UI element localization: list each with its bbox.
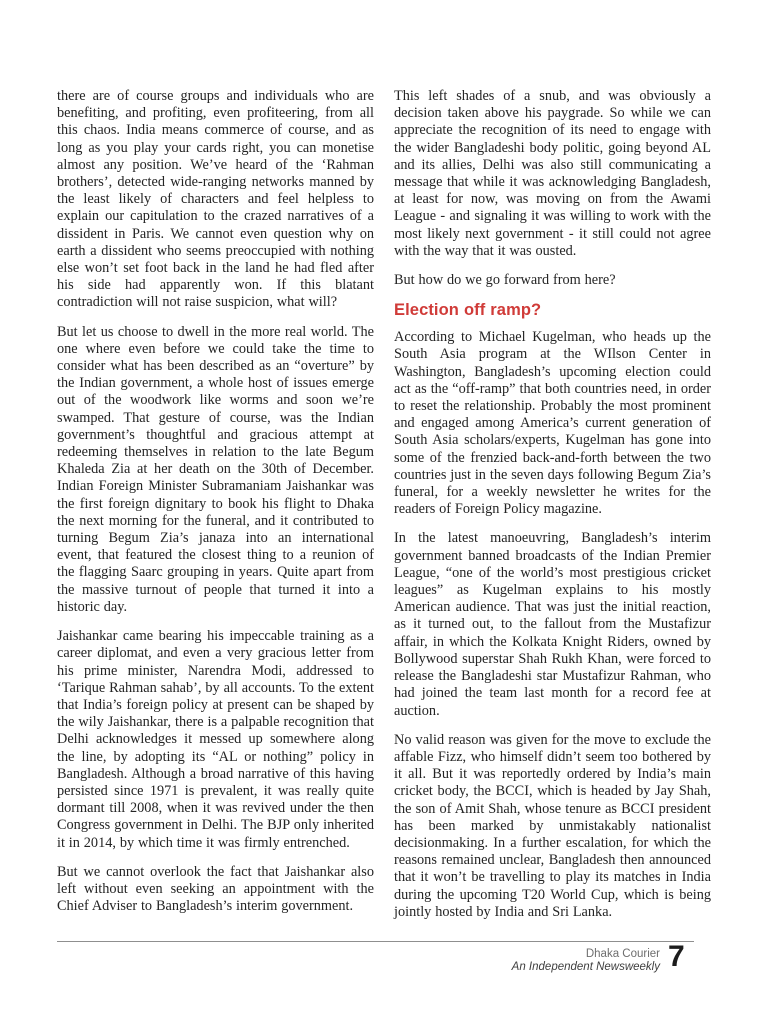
article-paragraph: Jaishankar came bearing his impeccable training as a career diplomat, and even a very gracious letter from his prime minister, Narendra Modi, addressed to ‘Tarique Rahman sahab’, by all accounts. To the extent that India’s foreign policy at present can be shaped by the wily Jaishankar, there is a palpable recognition that Delhi acknowledges it messed up somewhere along the line, by adopting its “AL or nothing” policy in Bangladesh. Although a broad narrative of this having persisted since 1971 is prevalent, it was really quite dormant till 2008, when it was revived under the then Congress government in Delhi. The BJP only inherited it in 2014, by which time it was firmly entrenched. bbox=[57, 628, 374, 851]
left-column bbox=[57, 88, 374, 921]
article-paragraph: But how do we go forward from here? bbox=[394, 272, 616, 289]
article-paragraph: According to Michael Kugelman, who heads up the South Asia program at the WIlson Center in Washington, Bangladesh’s upcoming election could act as the “off-ramp” that both countries need, in order to reset the relationship. Probably the most prominent and engaged among America’s current generation of South Asia scholars/experts, Kugelman has gone into some of the frenzied back-and-forth between the two countries just in the seven days following Begum Zia’s funeral, for a weekly newsletter he writes for the readers of Foreign Policy magazine. bbox=[394, 329, 711, 518]
article-paragraph: In the latest manoeuvring, Bangladesh’s interim government banned broadcasts of the Indian Premier League, “one of the world’s most prestigious cricket leagues” as Kugelman explains to his mostly American audience. That was just the initial reaction, as it turned out, to the fallout from the Mustafizur affair, in which the Kolkata Knight Riders, owned by Bollywood superstar Shah Rukh Khan, were forced to release the Bangladeshi star Mustafizur Rahman, who had joined the team last month for a record fee at auction. bbox=[394, 530, 711, 719]
footer-rule bbox=[57, 941, 694, 942]
article-paragraph: This left shades of a snub, and was obviously a decision taken above his paygrade. So while we can appreciate the recognition of its need to engage with the wider Bangladeshi body politic, going beyond AL and its allies, Delhi was also still communicating a message that while it was acknowledging Bangladesh, at least for now, was moving on from the Awami League - and signaling it was willing to work with the most likely next government - it still could not agree with the way that it was ousted. bbox=[394, 88, 711, 259]
footer bbox=[400, 948, 660, 974]
article-paragraph: But let us choose to dwell in the more real world. The one where even before we could take the time to consider what has been described as an “overture” by the Indian government, a whole host of issues emerge out of the woodwork like worms and soon we’re swamped. That gesture of course, was the Indian government’s thoughtful and gracious attempt at redeeming themselves in relation to the late Begum Khaleda Zia at her death on the 30th of December. Indian Foreign Minister Subramaniam Jaishankar was the first foreign dignitary to book his flight to Dhaka the next morning for the funeral, and it contributed to turning Begum Zia’s janaza into an international event, that featured the closest thing to a reunion of the flagging Saarc grouping in years. Quite apart from the massive turnout of people that turned it into a historic day. bbox=[57, 323, 374, 615]
footer-tagline: An Independent Newsweekly bbox=[511, 961, 660, 973]
article-paragraph: No valid reason was given for the move to exclude the affable Fizz, who himself didn’t seem too bothered by it all. But it was reportedly ordered by India’s main cricket body, the BCCI, which is headed by Jay Shah, the son of Amit Shah, whose tenure as BCCI president has been marked by unmistakably nationalist decisionmaking. In a further escalation, for which the reasons remained unclear, Bangladesh then announced that it won’t be travelling to play its matches in India during the upcoming T20 World Cup, which is being jointly hosted by India and Sri Lanka. bbox=[394, 731, 711, 920]
article-paragraph: there are of course groups and individuals who are benefiting, and profiting, even profiteering, from all this chaos. India means commerce of course, and as long as you play your cards right, you can monetise almost any position. We’ve heard of the ‘Rahman brothers’, detected wide-ranging networks manned by the least likely of characters and feel helpless to explain our capitulation to the crazed narratives of a dissident in Paris. We cannot even question why on earth a dissident who seems preoccupied with nothing else won’t set foot back in the land he had fled after his side had apparently won. If this blatant contradiction will not raise suspicion, what will? bbox=[57, 88, 374, 311]
footer-publication: Dhaka Courier bbox=[585, 948, 660, 960]
section-heading: Election off ramp? bbox=[394, 301, 542, 320]
article-paragraph: But we cannot overlook the fact that Jaishankar also left without even seeking an appointment with the Chief Adviser to Bangladesh’s interim government. bbox=[57, 863, 374, 915]
right-column bbox=[394, 88, 711, 921]
article-body bbox=[57, 88, 711, 921]
page-number: 7 bbox=[668, 940, 685, 973]
